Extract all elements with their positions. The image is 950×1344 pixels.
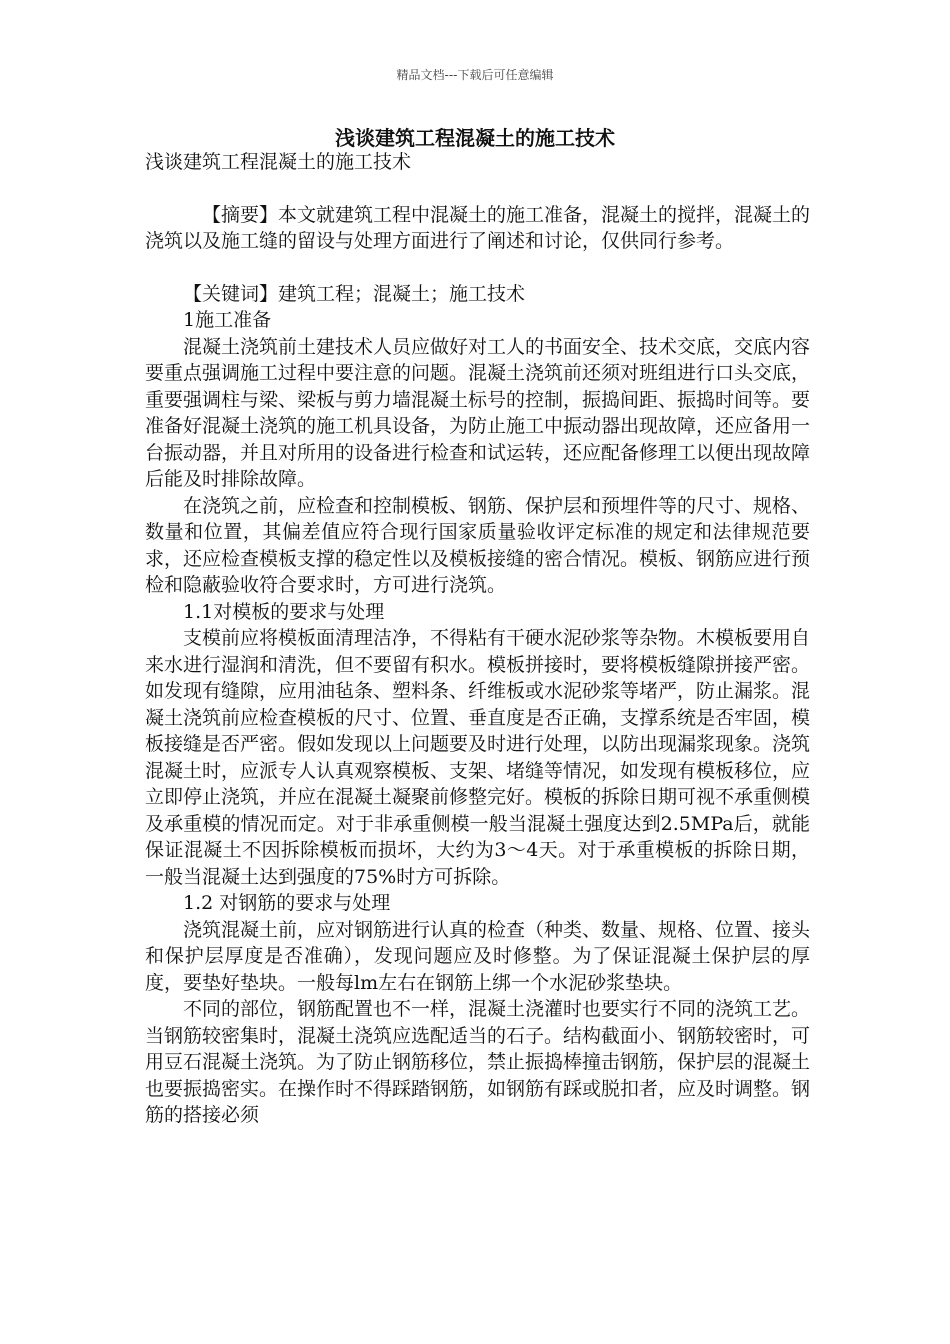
abstract-paragraph: 【摘要】本文就建筑工程中混凝土的施工准备，混凝土的搅拌，混凝土的浇筑以及施工缝的留设与处理方面进行了阐述和讨论，仅供同行参考。 bbox=[145, 203, 811, 252]
section-heading-1-1: 1.1对模板的要求与处理 bbox=[183, 600, 385, 623]
section-1-1-paragraph-1: 支模前应将模板面清理洁净，不得粘有干硬水泥砂浆等杂物。木模板要用自来水进行湿润和清洗，但不要留有积水。模板拼接时，要将模板缝隙拼接严密。如发现有缝隙，应用油毡条、塑料条、纤维板或水泥砂浆等堵严，防止漏浆。混凝土浇筑前应检查模板的尺寸、位置、垂直度是否正确，支撑系统是否牢固，模板接缝是否严密。假如发现以上问题要及时进行处理，以防出现漏浆现象。浇筑混凝土时，应派专人认真观察模板、支架、堵缝等情况，如发现有模板移位，应立即停止浇筑，并应在混凝土凝聚前修整完好。模板的拆除日期可视不承重侧模及承重模的情况而定。对于非承重侧模一般当混凝土强度达到2.5MPa后，就能保证混凝土不因拆除模板而损坏，大约为3～4天。对于承重模板的拆除日期，一般当混凝土达到强度的75%时方可拆除。 bbox=[145, 627, 811, 888]
section-heading-1: 1施工准备 bbox=[183, 309, 272, 331]
section-1-2-paragraph-2: 不同的部位，钢筋配置也不一样，混凝土浇灌时也要实行不同的浇筑工艺。当钢筋较密集时，混凝土浇筑应选配适当的石子。结构截面小、钢筋较密时，可用豆石混凝土浇筑。为了防止钢筋移位，禁止振捣棒撞击钢筋，保护层的混凝土也要振捣密实。在操作时不得踩踏钢筋，如钢筋有踩或脱扣者，应及时调整。钢筋的搭接必须 bbox=[145, 998, 811, 1126]
keywords-paragraph: 【关键词】建筑工程；混凝土；施工技术 bbox=[183, 282, 526, 305]
section-1-paragraph-1: 混凝土浇筑前土建技术人员应做好对工人的书面安全、技术交底，交底内容要重点强调施工过程中要注意的问题。混凝土浇筑前还须对班组进行口头交底，重要强调柱与梁、梁板与剪力墙混凝土标号的控制，振捣间距、振捣时间等。要准备好混凝土浇筑的施工机具设备，为防止施工中振动器出现故障，还应备用一台振动器，并且对所用的设备进行检查和试运转，还应配备修理工以便出现故障后能及时排除故障。 bbox=[145, 335, 811, 490]
section-1-2-paragraph-1: 浇筑混凝土前，应对钢筋进行认真的检查（种类、数量、规格、位置、接头和保护层厚度是否准确），发现问题应及时修整。为了保证混凝土保护层的厚度，要垫好垫块。一般每lm左右在钢筋上绑一个水泥砂浆垫块。 bbox=[145, 918, 811, 994]
document-body bbox=[145, 149, 810, 1129]
document-title: 浅谈建筑工程混凝土的施工技术 bbox=[335, 126, 615, 150]
document-subtitle: 浅谈建筑工程混凝土的施工技术 bbox=[145, 151, 412, 173]
section-1-paragraph-2: 在浇筑之前，应检查和控制模板、钢筋、保护层和预埋件等的尺寸、规格、数量和位置，其偏差值应符合现行国家质量验收评定标准的规定和法律规范要求，还应检查模板支撑的稳定性以及模板接缝的密合情况。模板、钢筋应进行预检和隐蔽验收符合要求时，方可进行浇筑。 bbox=[145, 494, 811, 596]
page-header: 精品文档---下载后可任意编辑 bbox=[396, 68, 554, 82]
section-heading-1-2: 1.2 对钢筋的要求与处理 bbox=[183, 892, 391, 914]
